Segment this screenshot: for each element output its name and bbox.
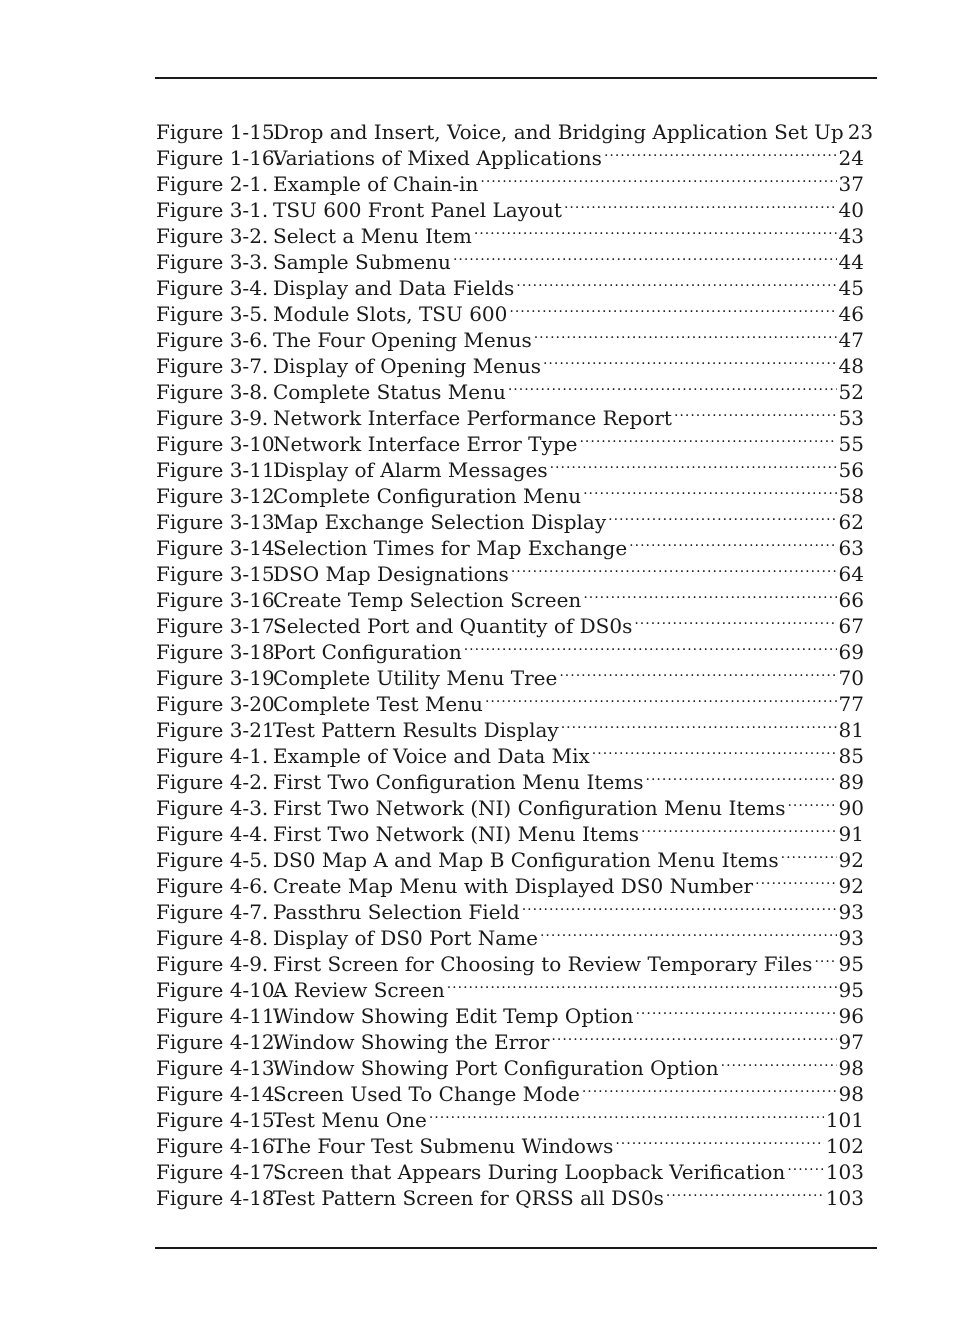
dot-leader: [721, 1049, 837, 1075]
figure-title: Screen Used To Change Mode: [273, 1082, 580, 1106]
page-number: 44: [838, 250, 864, 274]
dot-leader: [509, 295, 836, 321]
page-number: 52: [838, 380, 864, 404]
page-number: 97: [838, 1030, 864, 1054]
figure-title: Window Showing Port Configuration Option: [273, 1056, 719, 1080]
dot-leader: [608, 503, 836, 529]
figure-number: Figure 4-6.: [156, 874, 269, 898]
page-number: 56: [838, 458, 864, 482]
dot-leader: [508, 373, 837, 399]
page-number: 77: [838, 692, 864, 716]
dot-leader: [583, 477, 836, 503]
figure-title: Sample Submenu: [273, 250, 451, 274]
figure-number: Figure 4-7.: [156, 900, 269, 924]
figure-title: Window Showing Edit Temp Option: [273, 1004, 634, 1028]
page-number: 70: [838, 666, 864, 690]
dot-leader: [666, 1179, 824, 1205]
page-number: 47: [838, 328, 864, 352]
figure-number: Figure 4-11.: [156, 1004, 281, 1028]
figure-title: Example of Chain-in: [273, 172, 479, 196]
figure-title: Display of DS0 Port Name: [273, 926, 538, 950]
figure-title: Screen that Appears During Loopback Verification: [273, 1160, 786, 1184]
figure-number: Figure 4-2.: [156, 770, 269, 794]
page-number: 40: [838, 198, 864, 222]
bottom-rule: [155, 1247, 877, 1249]
dot-leader: [583, 581, 836, 607]
page-number: 48: [838, 354, 864, 378]
figure-title: Create Map Menu with Displayed DS0 Number: [273, 874, 754, 898]
figure-number: Figure 2-1.: [156, 172, 269, 196]
figure-title: Network Interface Performance Report: [273, 406, 672, 430]
page-number: 95: [838, 978, 864, 1002]
figure-number: Figure 3-12.: [156, 484, 281, 508]
page-number: 24: [838, 146, 864, 170]
page-number: 89: [838, 770, 864, 794]
figure-number: Figure 1-16.: [156, 146, 281, 170]
figure-number: Figure 3-10.: [156, 432, 281, 456]
dot-leader: [582, 1075, 837, 1101]
figure-number: Figure 4-5.: [156, 848, 269, 872]
page-number: 92: [838, 848, 864, 872]
figure-number: Figure 3-20.: [156, 692, 281, 716]
figure-title: First Two Network (NI) Configuration Menu Items: [273, 796, 786, 820]
dot-leader: [516, 269, 836, 295]
figure-title: First Two Network (NI) Menu Items: [273, 822, 640, 846]
list-of-figures: [156, 113, 874, 1210]
page-number: 45: [838, 276, 864, 300]
page-number: 91: [838, 822, 864, 846]
figure-title: Complete Utility Menu Tree: [273, 666, 558, 690]
figure-title: Complete Status Menu: [273, 380, 506, 404]
dot-leader: [534, 321, 837, 347]
dot-leader: [604, 139, 837, 165]
page-number: 85: [838, 744, 864, 768]
figure-number: Figure 4-12.: [156, 1030, 281, 1054]
figure-title: DSO Map Designations: [273, 562, 509, 586]
figure-number: Figure 4-16.: [156, 1134, 281, 1158]
page-number: 46: [838, 302, 864, 326]
figure-number: Figure 3-19.: [156, 666, 281, 690]
page-number: 98: [838, 1082, 864, 1106]
dot-leader: [551, 1023, 836, 1049]
figure-number: Figure 3-8.: [156, 380, 269, 404]
dot-leader: [629, 529, 836, 555]
figure-number: Figure 4-4.: [156, 822, 269, 846]
figure-title: The Four Opening Menus: [273, 328, 532, 352]
dot-leader: [453, 243, 837, 269]
page-number: 101: [825, 1108, 864, 1132]
page-number: 93: [838, 926, 864, 950]
dot-leader: [615, 1127, 823, 1153]
figure-number: Figure 3-11.: [156, 458, 281, 482]
page-number: 67: [838, 614, 864, 638]
page-number: 66: [838, 588, 864, 612]
dot-leader: [511, 555, 837, 581]
figure-title: First Screen for Choosing to Review Temporary Files: [273, 952, 813, 976]
dot-leader: [559, 659, 836, 685]
figure-title: Variations of Mixed Applications: [273, 146, 602, 170]
page-number: 103: [825, 1186, 864, 1210]
page-number: 95: [838, 952, 864, 976]
figure-number: Figure 4-13.: [156, 1056, 281, 1080]
figure-title: A Review Screen: [273, 978, 445, 1002]
dot-leader: [474, 217, 837, 243]
figure-number: Figure 3-21.: [156, 718, 281, 742]
dot-leader: [781, 841, 837, 867]
dot-leader: [592, 737, 837, 763]
page-number: 102: [825, 1134, 864, 1158]
figure-title: Display of Alarm Messages: [273, 458, 548, 482]
page-number: 69: [838, 640, 864, 664]
figure-entry[interactable]: [156, 113, 874, 144]
figure-title: Display of Opening Menus: [273, 354, 541, 378]
page-number: 92: [838, 874, 864, 898]
figure-number: Figure 3-5.: [156, 302, 269, 326]
figure-number: Figure 3-9.: [156, 406, 269, 430]
page-number: 53: [838, 406, 864, 430]
figure-title: Test Pattern Results Display: [273, 718, 559, 742]
figure-title: Test Menu One: [273, 1108, 427, 1132]
dot-leader: [464, 633, 837, 659]
figure-number: Figure 4-1.: [156, 744, 269, 768]
page-number: 63: [838, 536, 864, 560]
figure-number: Figure 3-2.: [156, 224, 269, 248]
figure-number: Figure 3-3.: [156, 250, 269, 274]
page-number: 23: [847, 120, 874, 144]
figure-title: Drop and Insert, Voice, and Bridging Application Set Up: [273, 120, 844, 144]
page-number: 98: [838, 1056, 864, 1080]
figure-number: Figure 4-8.: [156, 926, 269, 950]
dot-leader: [480, 165, 836, 191]
figure-number: Figure 3-1.: [156, 198, 269, 222]
figure-title: First Two Configuration Menu Items: [273, 770, 644, 794]
page-number: 55: [838, 432, 864, 456]
dot-leader: [564, 191, 837, 217]
dot-leader: [543, 347, 837, 373]
page-number: 37: [838, 172, 864, 196]
figure-title: Display and Data Fields: [273, 276, 515, 300]
figure-title: Map Exchange Selection Display: [273, 510, 607, 534]
page-number: 81: [838, 718, 864, 742]
dot-leader: [561, 711, 837, 737]
page-number: 103: [825, 1160, 864, 1184]
figure-number: Figure 3-14.: [156, 536, 281, 560]
figure-number: Figure 4-10.: [156, 978, 281, 1002]
page-number: 96: [838, 1004, 864, 1028]
figure-number: Figure 3-6.: [156, 328, 269, 352]
figure-number: Figure 4-17.: [156, 1160, 281, 1184]
figure-number: Figure 3-15.: [156, 562, 281, 586]
dot-leader: [787, 789, 836, 815]
dot-leader: [447, 971, 837, 997]
dot-leader: [635, 997, 836, 1023]
figure-title: TSU 600 Front Panel Layout: [273, 198, 562, 222]
figure-number: Figure 3-13.: [156, 510, 281, 534]
top-rule: [155, 77, 877, 79]
dot-leader: [540, 919, 837, 945]
dot-leader: [674, 399, 837, 425]
figure-title: DS0 Map A and Map B Configuration Menu Items: [273, 848, 779, 872]
dot-leader: [579, 425, 836, 451]
figure-number: Figure 3-18.: [156, 640, 281, 664]
figure-number: Figure 4-18.: [156, 1186, 281, 1210]
page-number: 64: [838, 562, 864, 586]
dot-leader: [787, 1153, 824, 1179]
figure-title: Selection Times for Map Exchange: [273, 536, 628, 560]
figure-number: Figure 4-15.: [156, 1108, 281, 1132]
figure-title: Window Showing the Error: [273, 1030, 550, 1054]
figure-title: Complete Configuration Menu: [273, 484, 582, 508]
dot-leader: [814, 945, 836, 971]
figure-number: Figure 3-17.: [156, 614, 281, 638]
figure-title: Create Temp Selection Screen: [273, 588, 582, 612]
figure-number: Figure 1-15.: [156, 120, 281, 144]
dot-leader: [429, 1101, 824, 1127]
figure-title: Example of Voice and Data Mix: [273, 744, 590, 768]
page-number: 90: [838, 796, 864, 820]
figure-number: Figure 4-3.: [156, 796, 269, 820]
dot-leader: [634, 607, 836, 633]
figure-number: Figure 3-16.: [156, 588, 281, 612]
figure-title: Test Pattern Screen for QRSS all DS0s: [273, 1186, 664, 1210]
figure-title: Passthru Selection Field: [273, 900, 520, 924]
page-number: 43: [838, 224, 864, 248]
figure-title: Network Interface Error Type: [273, 432, 578, 456]
dot-leader: [485, 685, 837, 711]
dot-leader: [550, 451, 837, 477]
figure-title: Selected Port and Quantity of DS0s: [273, 614, 633, 638]
figure-number: Figure 4-9.: [156, 952, 269, 976]
page-number: 93: [838, 900, 864, 924]
figure-title: The Four Test Submenu Windows: [273, 1134, 614, 1158]
dot-leader: [641, 815, 837, 841]
figure-title: Module Slots, TSU 600: [273, 302, 508, 326]
page-number: 58: [838, 484, 864, 508]
figure-title: Select a Menu Item: [273, 224, 472, 248]
figure-title: Complete Test Menu: [273, 692, 483, 716]
dot-leader: [522, 893, 837, 919]
dot-leader: [646, 763, 837, 789]
figure-title: Port Configuration: [273, 640, 462, 664]
figure-number: Figure 3-7.: [156, 354, 269, 378]
figure-number: Figure 4-14.: [156, 1082, 281, 1106]
figure-number: Figure 3-4.: [156, 276, 269, 300]
page-number: 62: [838, 510, 864, 534]
dot-leader: [755, 867, 836, 893]
